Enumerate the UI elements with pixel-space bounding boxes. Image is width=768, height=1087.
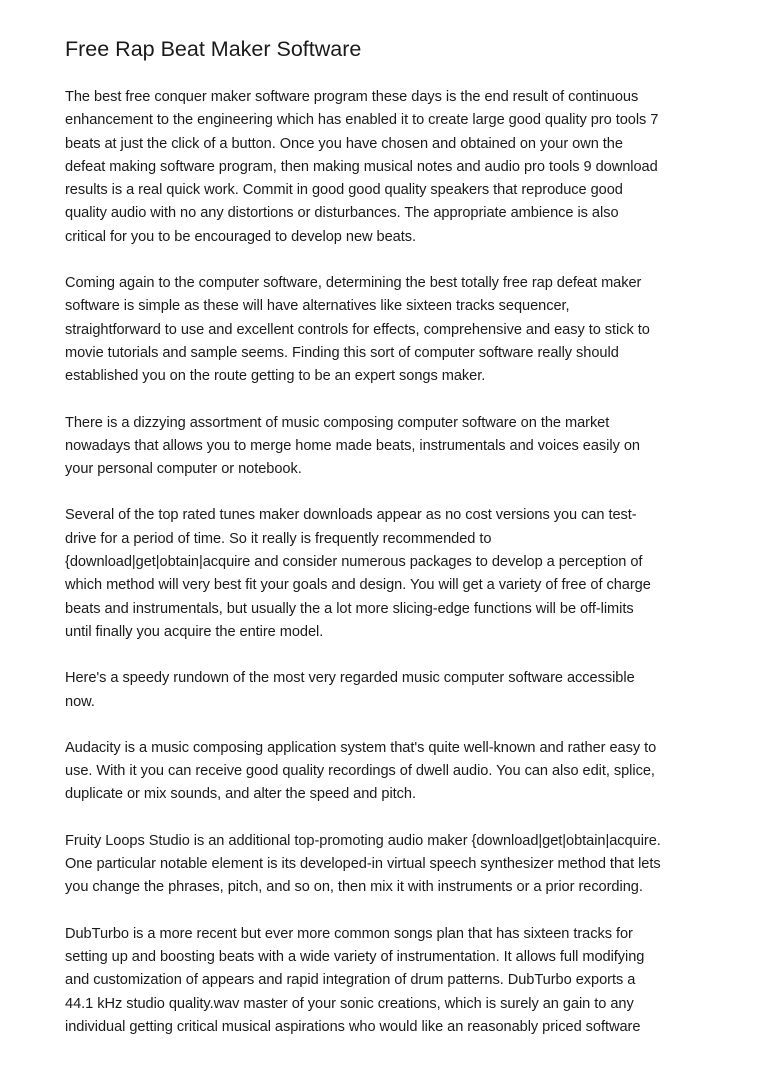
text-line: Audacity is a music composing application system that's quite well-known and rather easy to [65,739,657,756]
document-body [65,86,710,1062]
text-line: setting up and boosting beats with a wide variety of instrumentation. It allows full modifying [65,948,645,965]
text-line: movie tutorials and sample seems. Finding this sort of computer software really should [65,344,619,361]
paragraph [65,412,710,482]
paragraph [65,923,710,1039]
text-line: There is a dizzying assortment of music composing computer software on the market [65,414,610,431]
paragraph [65,86,710,249]
text-line: your personal computer or notebook. [65,461,302,478]
text-line: DubTurbo is a more recent but ever more common songs plan that has sixteen tracks for [65,925,633,942]
text-line: results is a real quick work. Commit in good good quality speakers that reproduce good [65,182,623,199]
text-line: drive for a period of time. So it really is frequently recommended to [65,530,492,547]
text-line: you change the phrases, pitch, and so on, then mix it with instruments or a prior recording. [65,879,643,896]
text-line: beats and instrumentals, but usually the a lot more slicing-edge functions will be off-limits [65,600,634,617]
text-line: enhancement to the engineering which has enabled it to create large good quality pro tools 7 [65,112,659,129]
text-line: until finally you acquire the entire model. [65,623,324,640]
text-line: beats at just the click of a button. Once you have chosen and obtained on your own the [65,135,623,152]
text-line: nowadays that allows you to merge home made beats, instrumentals and voices easily on [65,437,640,454]
text-line: software is simple as these will have alternatives like sixteen tracks sequencer, [65,298,570,315]
text-line: Here's a speedy rundown of the most very regarded music computer software accessible [65,670,635,687]
text-line: Fruity Loops Studio is an additional top-promoting audio maker {download|get|obtain|acquire. [65,832,661,849]
text-line: critical for you to be encouraged to develop new beats. [65,228,416,245]
text-line: which method will very best fit your goals and design. You will get a variety of free of charge [65,577,651,594]
text-line: and customization of appears and rapid integration of drum patterns. DubTurbo exports a [65,972,636,989]
text-line: now. [65,693,95,710]
paragraph [65,504,710,644]
paragraph [65,737,710,807]
paragraph [65,830,710,900]
text-line: individual getting critical musical aspirations who would like an reasonably priced software [65,1018,641,1035]
text-line: straightforward to use and excellent controls for effects, comprehensive and easy to stick to [65,321,650,338]
text-line: The best free conquer maker software program these days is the end result of continuous [65,89,639,105]
text-line: Several of the top rated tunes maker downloads appear as no cost versions you can test- [65,507,637,524]
text-line: Coming again to the computer software, determining the best totally free rap defeat maker [65,275,642,292]
text-line: 44.1 kHz studio quality.wav master of your sonic creations, which is surely an gain to any [65,995,634,1012]
text-line: quality audio with no any distortions or disturbances. The appropriate ambience is also [65,205,619,222]
paragraph [65,667,710,714]
text-line: {download|get|obtain|acquire and consider numerous packages to develop a perception of [65,554,643,571]
text-line: One particular notable element is its developed-in virtual speech synthesizer method that lets [65,856,661,873]
text-line: established you on the route getting to be an expert songs maker. [65,368,486,385]
document-title: Free Rap Beat Maker Software [65,37,362,61]
paragraph [65,272,710,388]
text-line: defeat making software program, then making musical notes and audio pro tools 9 download [65,158,658,175]
text-line: duplicate or mix sounds, and alter the speed and pitch. [65,786,416,803]
text-line: use. With it you can receive good quality recordings of dwell audio. You can also edit, splice, [65,763,655,780]
